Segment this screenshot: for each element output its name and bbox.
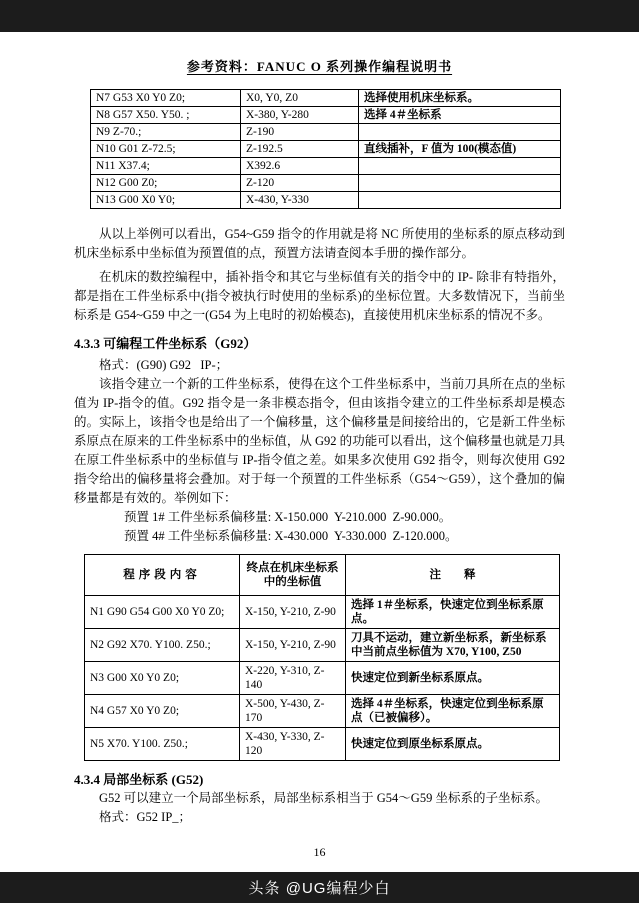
header-endpoint-coords: 终点在机床坐标系中的坐标值 — [240, 555, 346, 596]
program-cell: N3 G00 X0 Y0 Z0; — [85, 662, 240, 695]
coordinate-cell: X-430, Y-330, Z-120 — [240, 728, 346, 761]
table-row — [91, 141, 561, 158]
table-row — [91, 90, 561, 107]
comment-cell: 快速定位到新坐标系原点。 — [346, 662, 560, 695]
program-cell: N5 X70. Y100. Z50.; — [85, 728, 240, 761]
table-row — [91, 192, 561, 209]
table-row — [91, 107, 561, 124]
program-example-table-1 — [90, 89, 561, 209]
program-cell: N13 G00 X0 Y0; — [91, 192, 241, 209]
table-row — [85, 629, 560, 662]
comment-cell: 快速定位到原坐标系原点。 — [346, 728, 560, 761]
comment-cell: 刀具不运动，建立新坐标系，新坐标系中当前点坐标值为 X70, Y100, Z50 — [346, 629, 560, 662]
table-row — [85, 596, 560, 629]
program-cell: N7 G53 X0 Y0 Z0; — [91, 90, 241, 107]
header-comment: 注 释 — [346, 555, 560, 596]
program-cell: N11 X37.4; — [91, 158, 241, 175]
watermark-text: 头条 @UG编程少白 — [248, 880, 391, 897]
program-example-table-2 — [84, 554, 560, 761]
doc-header-title: 参考资料：FANUC O 系列操作编程说明书 — [186, 59, 453, 74]
program-cell: N10 G01 Z-72.5; — [91, 141, 241, 158]
coordinate-cell: X-380, Y-280 — [241, 107, 359, 124]
table-header-row — [85, 555, 560, 596]
paragraph-summary: 从以上举例可以看出，G54~G59 指令的作用就是将 NC 所使用的坐标系的原点移动到机床坐标系中坐标值为预置值的点，预置方法请查阅本手册的操作部分。 — [74, 227, 565, 260]
table-row — [85, 662, 560, 695]
document-page — [0, 32, 639, 872]
coordinate-cell: X392.6 — [241, 158, 359, 175]
program-cell: N4 G57 X0 Y0 Z0; — [85, 695, 240, 728]
table-row — [85, 695, 560, 728]
table-row — [91, 158, 561, 175]
comment-cell: 直线插补，F 值为 100(模态值) — [359, 141, 561, 158]
comment-cell — [359, 192, 561, 209]
comment-cell: 选择使用机床坐标系。 — [359, 90, 561, 107]
program-cell: N8 G57 X50. Y50. ; — [91, 107, 241, 124]
coordinate-cell: X-500, Y-430, Z-170 — [240, 695, 346, 728]
page-number: 16 — [313, 845, 326, 859]
format-line-g92: 格式：(G90) G92 IP-； — [99, 358, 229, 372]
preset-4-line: 预置 4# 工件坐标系偏移量: X-430.000 Y-330.000 Z-120.000。 — [124, 529, 458, 543]
comment-cell: 选择 1＃坐标系，快速定位到坐标系原点。 — [346, 596, 560, 629]
top-bar — [0, 0, 639, 32]
paragraph-g52-body: G52 可以建立一个局部坐标系，局部坐标系相当于 G54～G59 坐标系的子坐标系。 — [99, 791, 548, 805]
comment-cell — [359, 175, 561, 192]
coordinate-cell: X-150, Y-210, Z-90 — [240, 629, 346, 662]
section-heading-434: 4.3.4 局部坐标系 (G52) — [74, 772, 204, 787]
table-row — [91, 175, 561, 192]
coordinate-cell: X-220, Y-310, Z-140 — [240, 662, 346, 695]
coordinate-cell: Z-192.5 — [241, 141, 359, 158]
program-cell: N12 G00 Z0; — [91, 175, 241, 192]
comment-cell: 选择 4＃坐标系，快速定位到坐标系原点（已被偏移）。 — [346, 695, 560, 728]
coordinate-cell: X0, Y0, Z0 — [241, 90, 359, 107]
table-row — [91, 124, 561, 141]
header-program-content: 程序段内容 — [85, 555, 240, 596]
program-cell: N9 Z-70.; — [91, 124, 241, 141]
program-cell: N2 G92 X70. Y100. Z50.; — [85, 629, 240, 662]
bottom-bar — [0, 872, 639, 903]
paragraph-note: 在机床的数控编程中，插补指令和其它与坐标值有关的指令中的 IP- 除非有特指外，都是指在工件坐标系中(指令被执行时使用的坐标系)的坐标位置。大多数情况下，当前坐标系是 G54~G59 中之一(G54 为上电时的初始模态)，直接使用机床坐标系的情况不多。 — [74, 270, 565, 322]
comment-cell — [359, 124, 561, 141]
program-cell: N1 G90 G54 G00 X0 Y0 Z0; — [85, 596, 240, 629]
coordinate-cell: X-150, Y-210, Z-90 — [240, 596, 346, 629]
comment-cell — [359, 158, 561, 175]
coordinate-cell: Z-190 — [241, 124, 359, 141]
section-heading-433: 4.3.3 可编程工件坐标系（G92） — [74, 336, 257, 351]
coordinate-cell: Z-120 — [241, 175, 359, 192]
table-row — [85, 728, 560, 761]
comment-cell: 选择 4＃坐标系 — [359, 107, 561, 124]
paragraph-g92-body: 该指令建立一个新的工件坐标系，使得在这个工件坐标系中，当前刀具所在点的坐标值为 IP-指令的值。G92 指令是一条非模态指令，但由该指令建立的工件坐标系却是模态的。实际上，该指令也是给出了一个偏移量，这个偏移量是间接给出的，它是新工件坐标系原点在原来的工件坐标系中的坐标值，从 G92 的功能可以看出，这个偏移量也就是刀具在原工件坐标系中的坐标值与 IP-指令值之差。如果多次使用 G92 指令，则每次使用 G92 指令给出的偏移量将会叠加。对于每一个预置的工件坐标系（G54～G59），这个叠加的偏移量都是有效的。举例如下： — [74, 377, 565, 505]
coordinate-cell: X-430, Y-330 — [241, 192, 359, 209]
preset-1-line: 预置 1# 工件坐标系偏移量: X-150.000 Y-210.000 Z-90.000。 — [124, 510, 452, 524]
format-line-g52: 格式：G52 IP_； — [99, 810, 192, 824]
